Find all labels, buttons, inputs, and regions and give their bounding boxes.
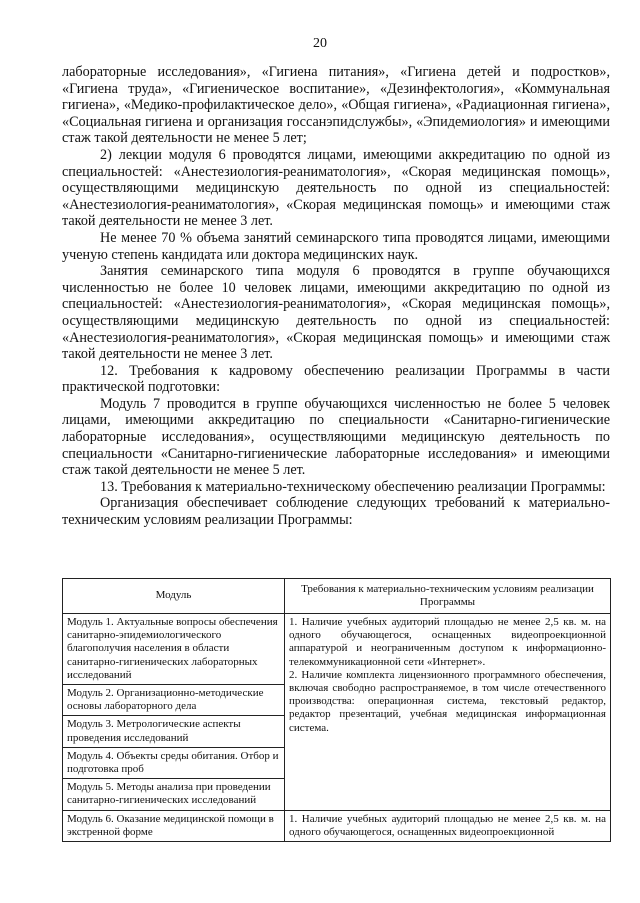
paragraph: Модуль 7 проводится в группе обучающихся численностью не более 5 человек лицами, имеющими аккредитацию по специальности «Санитарно-гигиенические лабораторные исследования», осуществляющими медицинскую деятельность по специальности «Санитарно-гигиенические лабораторные исследования» и имеющими стаж такой деятельности не менее 5 лет. xyxy=(62,395,610,479)
requirement-item: 2. Наличие комплекта лицензионного программного обеспечения, включая свободно распространяемое, в том числе отечественного производства: операционная система, текстовый редактор, редактор презентаций, учебная медицинская информационная система. xyxy=(289,668,606,734)
section-heading: 13. Требования к материально-техническому обеспечению реализации Программы: xyxy=(100,478,606,495)
module-cell: Модуль 3. Метрологические аспекты проведения исследований xyxy=(63,716,285,747)
module-cell: Модуль 4. Объекты среды обитания. Отбор и подготовка проб xyxy=(63,747,285,778)
section-heading: 12. Требования к кадровому обеспечению реализации Программы в части практической подготовки: xyxy=(62,362,610,396)
module-cell: Модуль 2. Организационно-методические основы лабораторного дела xyxy=(63,685,285,716)
body-text xyxy=(62,64,610,529)
requirements-cell xyxy=(285,614,611,811)
module-cell: Модуль 1. Актуальные вопросы обеспечения санитарно-эпидемиологического благополучия населения в области санитарно-гигиенических лабораторных исследований xyxy=(63,614,285,685)
table-header-row xyxy=(63,579,611,614)
paragraph: 2) лекции модуля 6 проводятся лицами, имеющими аккредитацию по одной из специальностей: «Анестезиология-реаниматология», «Скорая медицинская помощь», осуществляющими медицинскую деятельность по одной из специальностей: «Анестезиология-реаниматология», «Скорая медицинская помощь» и имеющими стаж такой деятельности не менее 3 лет. xyxy=(62,146,610,230)
column-header-requirements: Требования к материально-техническим условиям реализации Программы xyxy=(285,579,611,614)
requirement-item: 1. Наличие учебных аудиторий площадью не менее 2,5 кв. м. на одного обучающегося, оснащенных видеопроекционной аппаратурой и неограниченным доступом к информационно-телекоммуникационной сети «Интернет». xyxy=(289,616,606,668)
column-header-module: Модуль xyxy=(63,579,285,614)
module-cell: Модуль 5. Методы анализа при проведении санитарно-гигиенических исследований xyxy=(63,779,285,810)
paragraph: Занятия семинарского типа модуля 6 проводятся в группе обучающихся численностью не более 10 человек лицами, имеющими аккредитацию по одной из специальностей: «Анестезиология-реаниматология», «Скорая медицинская помощь», осуществляющими медицинскую деятельность по одной из специальностей: «Анестезиология-реаниматология», «Скорая медицинская помощь» и имеющими стаж такой деятельности не менее 3 лет. xyxy=(62,263,610,363)
table-row xyxy=(63,810,611,841)
paragraph: Не менее 70 % объема занятий семинарского типа проводятся лицами, имеющими ученую степень кандидата или доктора медицинских наук. xyxy=(62,229,610,263)
requirement-item: 1. Наличие учебных аудиторий площадью не менее 2,5 кв. м. на одного обучающегося, оснащенных видеопроекционной xyxy=(289,812,606,838)
paragraph: лабораторные исследования», «Гигиена питания», «Гигиена детей и подростков», «Гигиена труда», «Гигиеническое воспитание», «Дезинфектология», «Коммунальная гигиена», «Медико-профилактическое дело», «Общая гигиена», «Радиационная гигиена», «Социальная гигиена и организация госсанэпидслужбы», «Эпидемиология» и имеющими стаж такой деятельности не менее 5 лет; xyxy=(62,64,610,147)
table-row xyxy=(63,614,611,685)
module-cell: Модуль 6. Оказание медицинской помощи в экстренной форме xyxy=(63,810,285,841)
requirements-table xyxy=(62,578,611,842)
page-number: 20 xyxy=(313,36,327,51)
paragraph: Организация обеспечивает соблюдение следующих требований к материально-техническим условиям реализации Программы: xyxy=(62,495,610,529)
requirements-cell xyxy=(285,810,611,841)
